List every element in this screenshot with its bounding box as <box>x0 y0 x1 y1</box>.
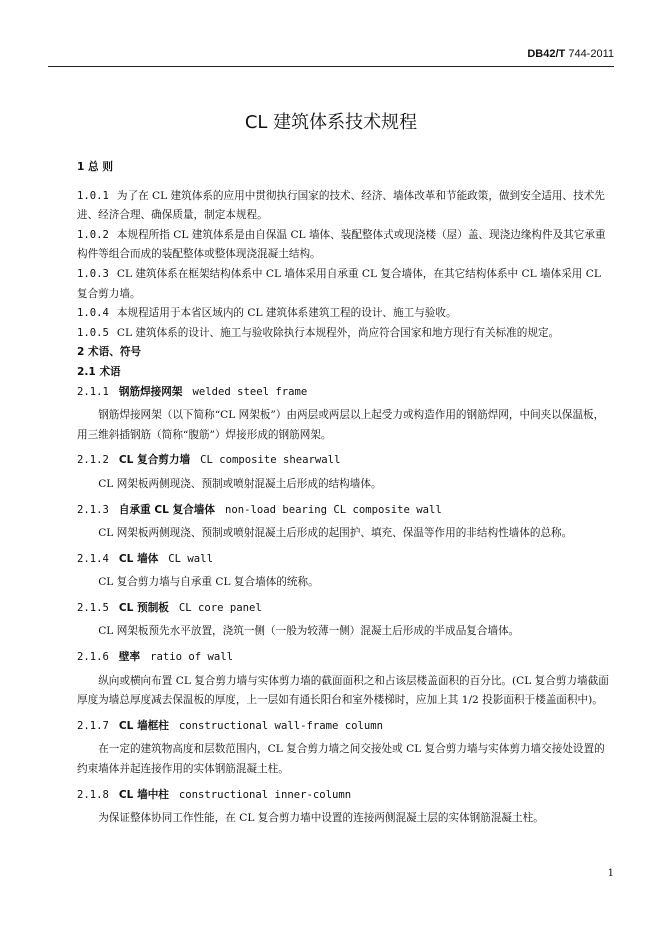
clause-number: 1.0.4 <box>77 307 109 320</box>
chapter-1-heading: 1 总 则 <box>77 161 113 173</box>
clause-number: 1.0.1 <box>77 189 109 202</box>
term-english: ratio of wall <box>150 651 233 664</box>
term-number: 2.1.5 <box>77 601 109 614</box>
header-rule <box>48 66 614 67</box>
term-number: 2.1.8 <box>77 788 109 801</box>
term-2-1-7 <box>77 717 613 737</box>
term-name: CL 墙中柱 <box>118 788 169 801</box>
clause-text: 为了在 CL 建筑体系的应用中贯彻执行国家的技术、经济、墙体改革和节能政策，做到安全适用、技术先进、经济合理、确保质量，制定本规程。 <box>77 189 605 222</box>
clause-text: CL 建筑体系在框架结构体系中 CL 墙体采用自承重 CL 复合墙体，在其它结构体系中 CL 墙体采用 CL 复合剪力墙。 <box>77 267 601 300</box>
clause-1-0-3 <box>77 265 613 304</box>
term-english: non-load bearing CL composite wall <box>224 503 442 516</box>
term-2-1-3 <box>77 501 613 521</box>
clause-1-0-2 <box>77 226 613 265</box>
document-body <box>77 158 613 835</box>
term-2-1-5 <box>77 599 613 619</box>
term-english: constructional wall-frame column <box>178 719 383 732</box>
term-english: CL core panel <box>178 601 262 614</box>
term-definition: 为保证整体协同工作性能，在 CL 复合剪力墙中设置的连接两侧混凝土层的实体钢筋混凝土柱。 <box>98 812 544 825</box>
clause-1-0-4 <box>77 304 613 324</box>
term-name: 壁率 <box>118 651 141 664</box>
term-name: CL 墙体 <box>118 552 159 565</box>
term-number: 2.1.1 <box>77 385 109 398</box>
clause-text: 本规程所指 CL 建筑体系是由自保温 CL 墙体、装配整体式或现浇楼（屋）盖、现浇边缘构件及其它承重构件等组合而成的装配整体或整体现浇混凝土结构。 <box>77 228 606 261</box>
term-english: CL wall <box>168 552 213 565</box>
standard-code-prefix: DB42/T <box>527 48 566 60</box>
clause-text: CL 建筑体系的设计、施工与验收除执行本规程外，尚应符合国家和地方现行有关标准的规定。 <box>116 326 560 339</box>
clause-1-0-5 <box>77 324 613 344</box>
section-2-1-heading: 2.1 术语 <box>77 365 121 378</box>
term-name: 自承重 CL 复合墙体 <box>118 503 215 516</box>
page-number: 1 <box>607 868 614 879</box>
clause-1-0-1 <box>77 187 613 226</box>
term-name: CL 预制板 <box>118 601 169 614</box>
clause-number: 1.0.5 <box>77 326 109 339</box>
term-2-1-6 <box>77 648 613 668</box>
term-name: CL 墙框柱 <box>118 719 169 732</box>
term-definition: CL 网架板两侧现浇、预制或喷射混凝土后形成的起围护、填充、保温等作用的非结构性墙体的总称。 <box>98 527 573 540</box>
term-number: 2.1.2 <box>77 454 109 467</box>
term-number: 2.1.7 <box>77 719 109 732</box>
document-title: CL 建筑体系技术规程 <box>244 112 418 133</box>
term-2-1-2 <box>77 451 613 471</box>
term-english: welded steel frame <box>192 385 308 398</box>
standard-code <box>527 48 614 60</box>
chapter-2-heading: 2 术语、符号 <box>77 346 142 359</box>
term-number: 2.1.4 <box>77 552 109 565</box>
term-name: 钢筋焊接网架 <box>118 385 183 398</box>
term-2-1-1 <box>77 383 613 403</box>
term-english: CL composite shearwall <box>200 454 341 467</box>
term-definition: 钢筋焊接网架（以下简称“CL 网架板”）由两层或两层以上起受力或构造作用的钢筋焊网，中间夹以保温板，用三维斜插钢筋（简称“腹筋”）焊接形成的钢筋网架。 <box>77 409 605 441</box>
clause-number: 1.0.2 <box>77 228 109 241</box>
term-number: 2.1.6 <box>77 651 109 664</box>
term-number: 2.1.3 <box>77 503 109 516</box>
term-definition: 在一定的建筑物高度和层数范围内，CL 复合剪力墙之间交接处或 CL 复合剪力墙与实体剪力墙交接处设置的约束墙体并起连接作用的实体钢筋混凝土柱。 <box>77 743 605 776</box>
term-definition: CL 网架板两侧现浇、预制或喷射混凝土后形成的结构墙体。 <box>98 477 382 490</box>
term-definition: CL 复合剪力墙与自承重 CL 复合墙体的统称。 <box>98 576 319 589</box>
term-definition: 纵向或横向布置 CL 复合剪力墙与实体剪力墙的截面面积之和占该层楼盖面积的百分比。(CL 复合剪力墙截面厚度为墙总厚度减去保温板的厚度，上一层如有通长阳台和室外楼梯时，应加上其 1/2 投影面积于楼盖面积中)。 <box>77 674 609 707</box>
term-name: CL 复合剪力墙 <box>118 454 191 467</box>
standard-code-number: 744-2011 <box>568 48 614 60</box>
clause-number: 1.0.3 <box>77 267 109 280</box>
term-2-1-4 <box>77 550 613 570</box>
term-definition: CL 网架板预先水平放置，浇筑一侧（一般为较薄一侧）混凝土后形成的半成品复合墙体。 <box>98 625 520 638</box>
clause-text: 本规程适用于本省区域内的 CL 建筑体系建筑工程的设计、施工与验收。 <box>116 307 457 320</box>
term-2-1-8 <box>77 786 613 806</box>
term-english: constructional inner-column <box>178 788 352 801</box>
